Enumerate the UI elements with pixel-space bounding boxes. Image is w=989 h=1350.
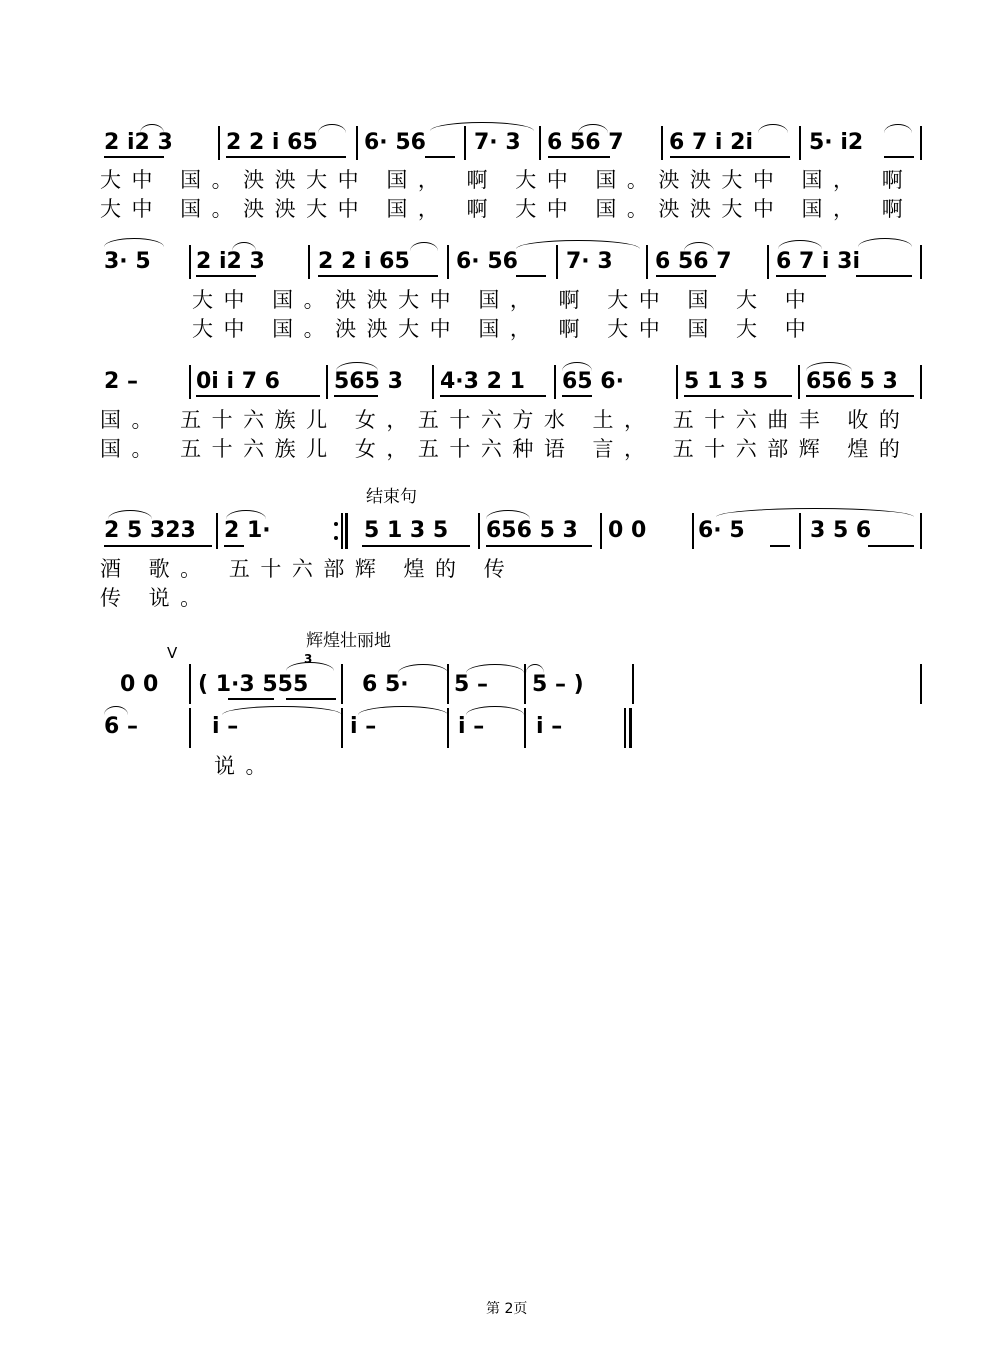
barline <box>646 245 648 279</box>
repeat-dot <box>334 536 338 540</box>
section-label-ending: 结束句 <box>366 487 417 507</box>
lyric-line-1: 国。 五十六族儿 女，五十六方水 土， 五十六曲丰 收的 <box>100 408 911 432</box>
slur <box>108 510 152 519</box>
beam <box>776 275 826 277</box>
barline <box>799 513 801 549</box>
slur <box>684 242 714 251</box>
barline <box>432 365 434 399</box>
measure: 5 1 3 5 <box>684 369 769 394</box>
measure: 0 0 <box>120 672 159 697</box>
measure: i – <box>536 714 563 739</box>
tie <box>222 706 342 715</box>
beam <box>196 275 256 277</box>
barline <box>767 245 769 279</box>
tie <box>466 664 524 673</box>
tie <box>358 706 448 715</box>
page-number: 第 2页 <box>486 1301 528 1317</box>
slur <box>562 362 592 371</box>
slur <box>232 242 256 251</box>
barline <box>920 245 922 279</box>
slur <box>140 124 164 133</box>
measure: 6· 5 <box>698 518 745 543</box>
breath-mark: V <box>167 644 178 662</box>
measure: 2 i2 3 <box>104 130 173 155</box>
tie <box>104 706 128 715</box>
beam <box>440 395 546 397</box>
measure: 656 5 3 <box>486 518 578 543</box>
lyric-line-1: 大中 国。泱泱大中 国， 啊 大中 国 大 中 <box>192 288 817 312</box>
measure: 0 0 <box>608 518 647 543</box>
measure: 5· i2 <box>809 130 864 155</box>
slur <box>758 124 788 133</box>
measure: 6 7 i 3i <box>776 249 860 274</box>
tie <box>466 706 524 715</box>
barline <box>447 245 449 279</box>
beam <box>224 545 244 547</box>
barline <box>464 126 466 160</box>
beam <box>362 545 470 547</box>
measure: 6· 56 <box>456 249 518 274</box>
tie <box>430 122 534 131</box>
barline <box>356 126 358 160</box>
lyric-line-1: 大中 国。泱泱大中 国， 啊 大中 国。泱泱大中 国， 啊 <box>100 168 914 192</box>
beam <box>856 275 912 277</box>
measure: 6 56 7 <box>655 249 732 274</box>
beam <box>670 156 790 158</box>
lyric-line-2: 大中 国。泱泱大中 国， 啊 大中 国 大 中 <box>192 317 817 341</box>
measure: 3· 5 <box>104 249 151 274</box>
barline <box>692 513 694 549</box>
tie <box>526 664 544 673</box>
measure: 65 6· <box>562 369 624 394</box>
repeat-barline-thin <box>341 513 343 549</box>
tie <box>516 240 640 249</box>
slur <box>226 510 266 519</box>
measure: 3 5 6 <box>810 518 872 543</box>
barline <box>341 664 343 704</box>
beam <box>196 395 320 397</box>
measure: 4·3 2 1 <box>440 369 525 394</box>
beam <box>334 395 378 397</box>
measure: 5 – <box>454 672 488 697</box>
beam <box>806 395 914 397</box>
beam <box>656 275 716 277</box>
barline <box>556 245 558 279</box>
measure: i – <box>212 714 239 739</box>
measure: 2 i2 3 <box>196 249 265 274</box>
beam <box>562 395 592 397</box>
barline <box>554 365 556 399</box>
slur <box>884 124 912 133</box>
repeat-dot <box>334 522 338 526</box>
barline <box>920 513 922 549</box>
measure: 7· 3 <box>474 130 521 155</box>
beam <box>868 545 914 547</box>
barline <box>189 664 191 704</box>
slur <box>410 242 438 251</box>
measure: 2 1· <box>224 518 271 543</box>
measure: i – <box>350 714 377 739</box>
measure: 6 7 i 2i <box>669 130 753 155</box>
lyric-line-2: 国。 五十六族儿 女，五十六种语 言， 五十六部辉 煌的 <box>100 437 911 461</box>
barline <box>478 513 480 549</box>
measure: 2 2 i 65 <box>226 130 318 155</box>
lyric-line-2: 大中 国。泱泱大中 国， 啊 大中 国。泱泱大中 国， 啊 <box>100 197 914 221</box>
tie <box>104 238 164 247</box>
beam <box>286 698 336 700</box>
measure: 565 3 <box>334 369 403 394</box>
barline <box>600 513 602 549</box>
barline <box>326 365 328 399</box>
measure: 2 – <box>104 369 138 394</box>
barline <box>632 664 634 704</box>
beam <box>548 156 610 158</box>
triplet-mark: 3 <box>304 652 313 666</box>
barline <box>920 126 922 160</box>
beam <box>228 698 274 700</box>
barline <box>539 126 541 160</box>
measure: 2 5 323 <box>104 518 196 543</box>
measure: 6 56 7 <box>547 130 624 155</box>
barline <box>920 664 922 704</box>
beam <box>104 156 164 158</box>
measure: 6 5· <box>362 672 409 697</box>
beam <box>318 275 438 277</box>
slur <box>486 510 530 519</box>
lyric-line-1: 说。 <box>214 754 277 778</box>
beam <box>425 156 455 158</box>
beam <box>226 156 346 158</box>
barline <box>799 126 801 160</box>
beam <box>684 395 792 397</box>
barline <box>661 126 663 160</box>
barline <box>798 365 800 399</box>
measure: i – <box>458 714 485 739</box>
measure: 2 2 i 65 <box>318 249 410 274</box>
slur <box>336 362 378 371</box>
barline <box>218 126 220 160</box>
barline <box>676 365 678 399</box>
slur <box>318 124 346 133</box>
measure: 5 1 3 5 <box>364 518 449 543</box>
measure: 7· 3 <box>566 249 613 274</box>
tie <box>398 664 448 673</box>
barline <box>216 513 218 549</box>
beam <box>486 545 592 547</box>
lyric-line-2: 传 说。 <box>100 586 212 610</box>
measure: 5 – ) <box>532 672 584 697</box>
slur <box>578 124 608 133</box>
measure: 656 5 3 <box>806 369 898 394</box>
slur <box>858 238 912 247</box>
barline <box>920 365 922 399</box>
lyric-line-1: 酒 歌。 五十六部辉 煌的 传 <box>100 557 516 581</box>
beam <box>516 275 546 277</box>
beam <box>104 545 212 547</box>
measure: 0i i 7 6 <box>196 369 280 394</box>
beam <box>884 156 914 158</box>
beam <box>770 545 790 547</box>
slur <box>286 662 334 671</box>
slur <box>778 240 822 249</box>
barline <box>524 708 526 748</box>
measure: ( 1·3 555 <box>198 672 309 697</box>
measure: 6· 56 <box>364 130 426 155</box>
barline <box>189 708 191 748</box>
repeat-barline-thick <box>345 513 348 549</box>
slur <box>806 362 852 371</box>
barline <box>189 365 191 399</box>
section-label-expression: 辉煌壮丽地 <box>306 631 391 651</box>
measure: 6 – <box>104 714 138 739</box>
barline <box>189 245 191 279</box>
final-barline-thick <box>629 708 632 748</box>
final-barline-thin <box>624 708 626 748</box>
barline <box>308 245 310 279</box>
